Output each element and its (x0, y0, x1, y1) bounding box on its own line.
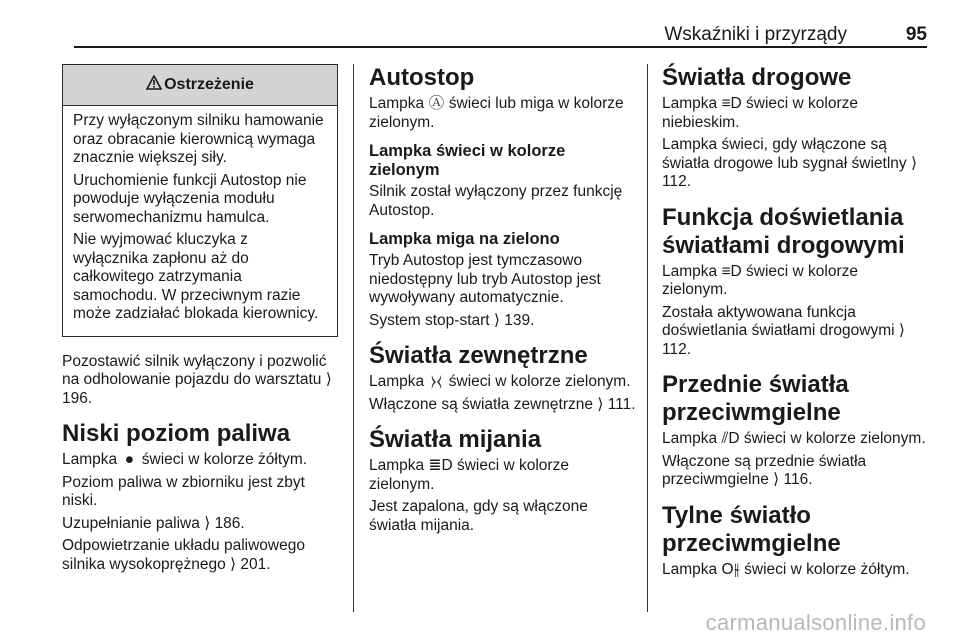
watermark: carmanualsonline.info (705, 610, 926, 635)
ref-arrow-icon: ⟩ (325, 371, 332, 388)
front-fog-paragraph: Włączone są przednie światła przeciwmgielne ⟩ 116. (662, 452, 867, 488)
low-beam-paragraph: Jest zapalona, gdy są włączone światła mijania. (369, 498, 588, 534)
column-middle (369, 64, 637, 539)
front-fog-lamp-line: Lampka ⫽D świeci w kolorze zielonym. (662, 430, 926, 447)
exterior-lamp-line: Lampka ⧽⧼ świeci w kolorze zielonym. (369, 373, 631, 390)
section-title-high-beam: Światła drogowe (662, 64, 852, 91)
autostop-icon: Ⓐ (428, 95, 445, 112)
fuel-paragraph: Poziom paliwa w zbiorniku jest zbyt niski. (62, 473, 305, 509)
warning-header (63, 65, 337, 106)
ref-arrow-icon: ⟩ (597, 395, 604, 413)
high-beam-lamp-line: Lampka ≡D świeci w kolorze niebieskim. (662, 95, 859, 131)
fuel-lamp-icon: ● (124, 451, 135, 468)
subsection-title: Lampka miga na zielono (369, 230, 560, 248)
ref-arrow-icon: ⟩ (204, 514, 211, 532)
autostop-paragraph: Silnik został wyłączony przez funkcję Autostop. (369, 183, 623, 219)
section-title-high-beam-assist: Funkcja doświetlania światłami drogowymi (662, 203, 905, 259)
high-beam-icon: ≡D (721, 95, 742, 112)
autostop-lamp-line: Lampka Ⓐ świeci lub miga w kolorze zielonym. (369, 95, 624, 131)
ref-arrow-icon: ⟩ (898, 322, 905, 339)
warning-paragraph: Przy wyłączonym silniku hamowanie oraz obracanie kierownicą wymaga znacznie większej siły. (73, 112, 324, 166)
warning-paragraph: Nie wyjmować kluczyka z wyłącznika zapłonu aż do całkowitego zatrzymania samochodu. W przeciwnym razie może zadziałać blokada kierownicy. (73, 231, 319, 322)
exterior-paragraph: Włączone są światła zewnętrzne ⟩ 111. (369, 395, 636, 413)
fuel-paragraph: Odpowietrzanie układu paliwowego silnika wysokoprężnego ⟩ 201. (62, 537, 305, 573)
ref-arrow-icon: ⟩ (230, 555, 237, 573)
page-number: 95 (905, 24, 927, 45)
low-beam-icon: ≣D (428, 457, 453, 474)
column-divider (647, 64, 648, 612)
warning-title: Ostrzeżenie (164, 76, 254, 93)
tow-paragraph: Pozostawić silnik wyłączony i pozwolić na odholowanie pojazdu do warsztatu ⟩ 196. (62, 352, 332, 407)
rear-fog-lamp-line: Lampka O⫳ świeci w kolorze żółtym. (662, 560, 910, 578)
assist-lamp-line: Lampka ≡D świeci w kolorze zielonym. (662, 262, 859, 298)
assist-paragraph: Została aktywowana funkcja doświetlania światłami drogowymi ⟩ 112. (662, 303, 905, 358)
page-ref: 116. (783, 471, 813, 488)
page-ref: 139. (504, 311, 535, 329)
low-beam-lamp-line: Lampka ≣D świeci w kolorze zielonym. (369, 457, 569, 493)
high-beam-paragraph: Lampka świeci, gdy włączone są światła drogowe lub sygnał świetlny ⟩ 112. (662, 136, 918, 190)
ref-arrow-icon: ⟩ (911, 154, 918, 172)
warning-box (62, 64, 338, 337)
warning-paragraph: Uruchomienie funkcji Autostop nie powoduje wyłączenia modułu serwomechanizmu hamulca. (73, 171, 307, 226)
subsection-title: Lampka świeci w kolorze zielonym (369, 142, 566, 179)
rear-fog-icon: O⫳ (721, 560, 740, 578)
warning-triangle-icon (146, 75, 162, 95)
column-right (662, 64, 926, 583)
ref-arrow-icon: ⟩ (773, 471, 780, 488)
front-fog-icon: ⫽D (721, 430, 740, 447)
ref-arrow-icon: ⟩ (493, 311, 500, 329)
high-beam-assist-icon: ≡D (721, 262, 742, 280)
column-divider (353, 64, 354, 612)
section-title-front-fog: Przednie światła przeciwmgielne (662, 371, 849, 426)
page-ref: 112. (662, 173, 692, 190)
side-lights-icon: ⧽⧼ (431, 373, 442, 390)
section-title-rear-fog: Tylne światło przeciwmgielne (662, 501, 841, 557)
fuel-paragraph: Uzupełnianie paliwa ⟩ 186. (62, 514, 245, 532)
page-ref: 112. (662, 340, 692, 358)
column-left (62, 64, 338, 578)
section-title-exterior-lights: Światła zewnętrzne (369, 342, 588, 369)
fuel-lamp-line: Lampka ● świeci w kolorze żółtym. (62, 451, 308, 468)
autostop-paragraph: Tryb Autostop jest tymczasowo niedostępny lub tryb Autostop jest wywoływany automatycznie. (369, 252, 601, 306)
page-ref: 196. (62, 389, 93, 407)
page-ref: 111. (607, 395, 636, 413)
section-title-low-beam: Światła mijania (369, 426, 542, 453)
autostop-paragraph: System stop-start ⟩ 139. (369, 311, 535, 329)
page-title: Wskaźniki i przyrządy (664, 24, 847, 45)
section-title-fuel: Niski poziom paliwa (62, 420, 291, 447)
page-ref: 186. (214, 514, 245, 532)
section-title-autostop: Autostop (369, 64, 475, 91)
page-ref: 201. (240, 555, 271, 573)
page-header (74, 24, 927, 48)
